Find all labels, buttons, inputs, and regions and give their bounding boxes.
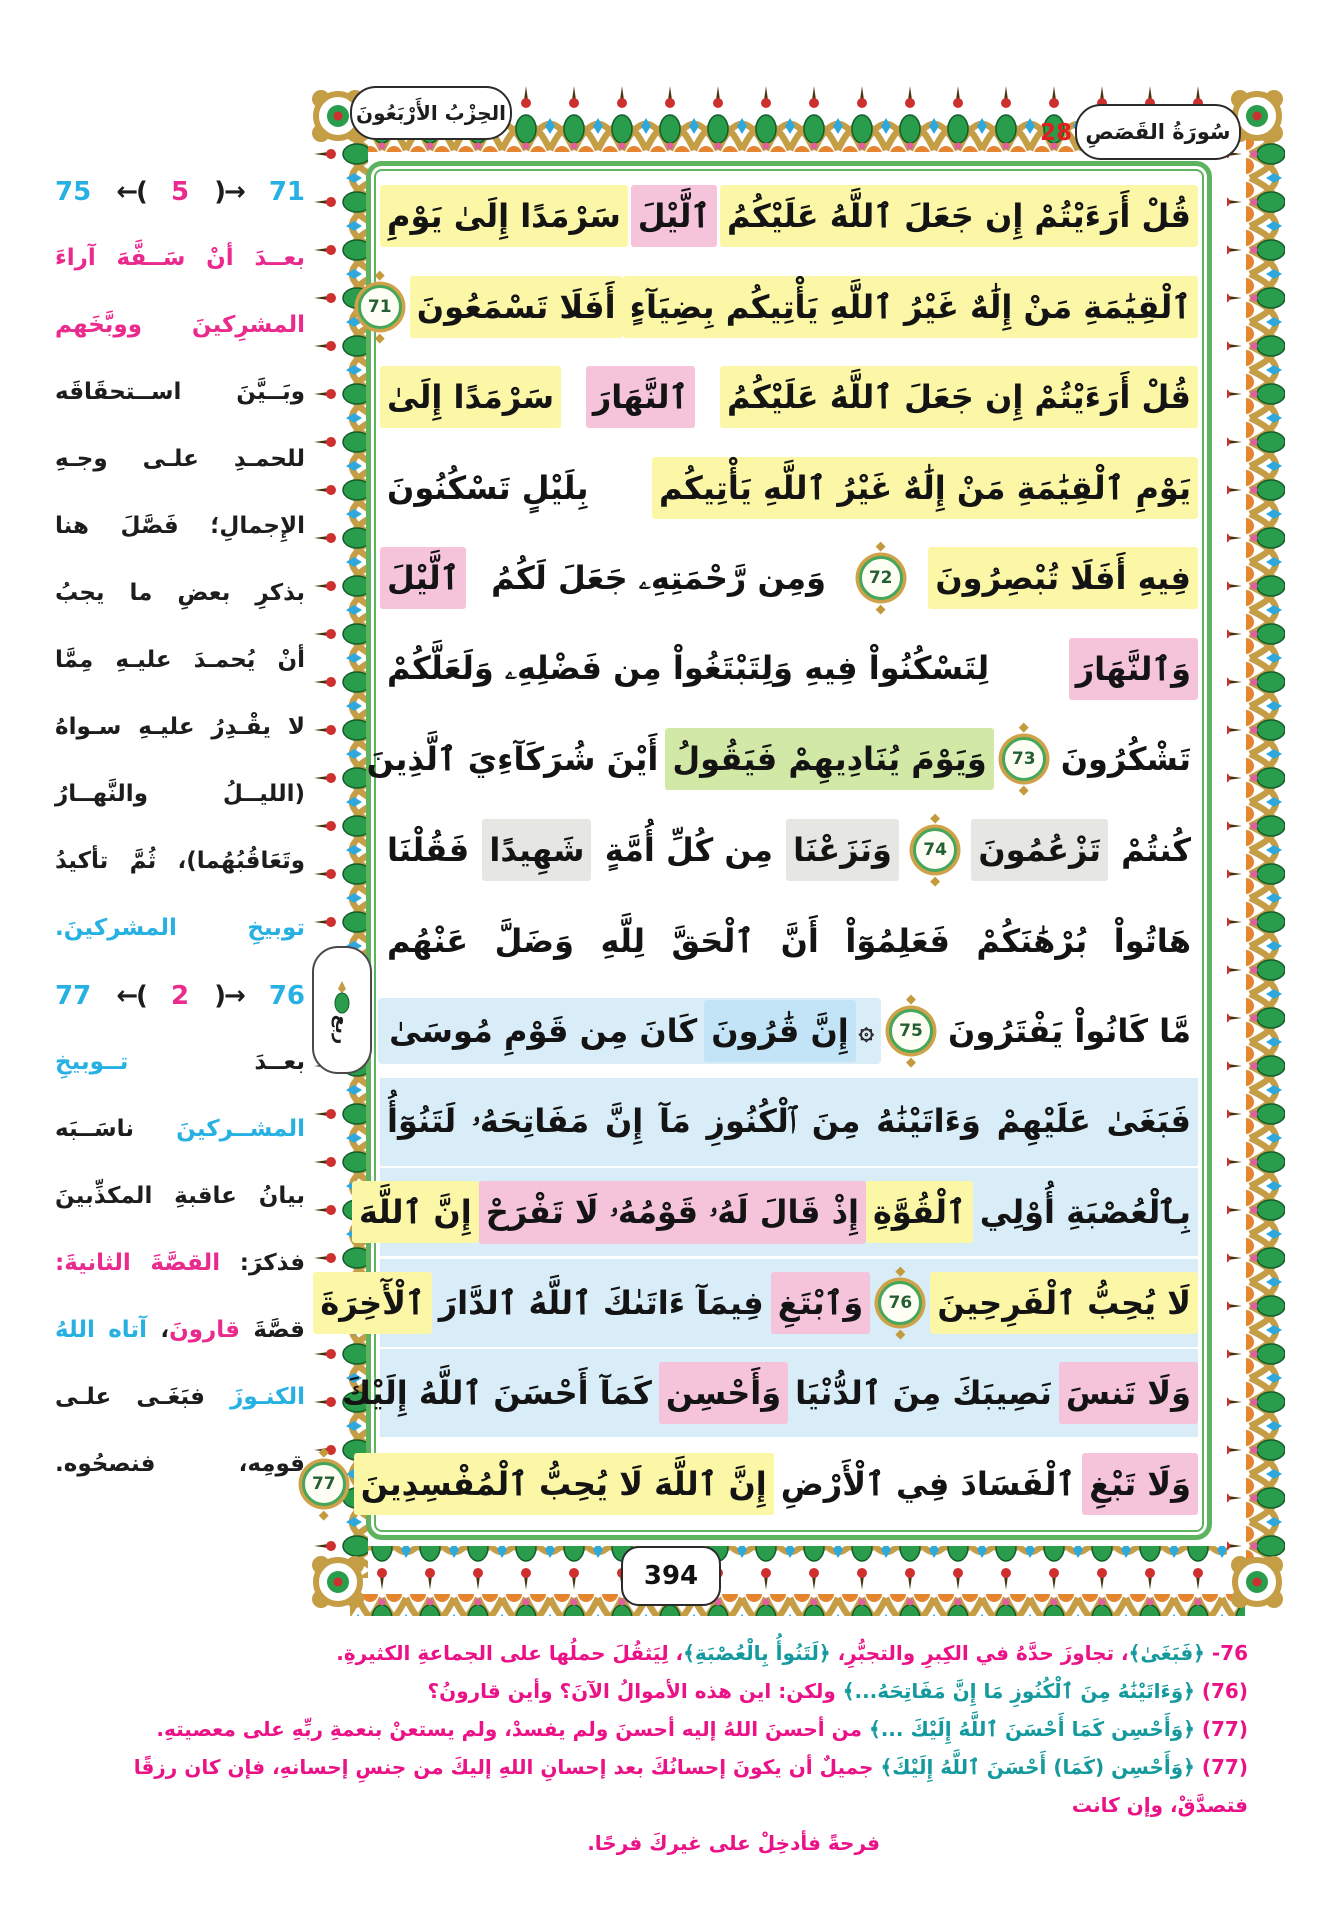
quran-text-segment: فِيهِ أَفَلَا تُبْصِرُونَ (928, 547, 1198, 609)
commentary-segment: قارونَ (169, 1317, 240, 1343)
surah-cartouche (1075, 104, 1241, 160)
quran-text-segment: لَا يُحِبُّ ٱلْفَرِحِينَ (930, 1272, 1198, 1334)
verse-marker-73: ◆ 73 ◆ (1002, 737, 1046, 781)
verse-marker-71: ◆ 71 ◆ (358, 285, 402, 329)
quran-text-segment: مَّا كَانُواْ يَفْتَرُونَ (948, 1012, 1191, 1051)
verse-marker-76: ◆ 76 ◆ (878, 1281, 922, 1325)
commentary-segment: فذكرَ: (220, 1250, 305, 1276)
verse-number: 77 (55, 980, 92, 1011)
quran-text-segment: تَشْكُرُونَ (1060, 740, 1191, 779)
commentary-segment: المشرِكينَ ووبَّخَهم (55, 312, 305, 338)
quran-line-6 (380, 625, 1198, 713)
arrow-icon: )→ (214, 980, 244, 1011)
quran-text-segment: إِنَّ ٱللَّهَ لَا يُحِبُّ ٱلْمُفْسِدِينَ (354, 1453, 774, 1515)
commentary-segment: تــوبيخِ (55, 1049, 129, 1075)
commentary-segment: بعــدَ (128, 1049, 305, 1075)
hizb-label: الحِزْبُ الأَرْبَعُونَ (356, 101, 506, 125)
quran-text-segment: فَبَغَىٰ عَلَيْهِمْ وَءَاتَيْنَٰهُ مِنَ ٱلْكُنُوزِ مَآ إِنَّ مَفَاتِحَهُۥ لَتَنُوٓأُ (387, 1102, 1191, 1141)
quran-line-11 (380, 1078, 1198, 1166)
quran-text-segment: أَيْنَ شُرَكَآءِيَ ٱلَّذِينَ (366, 740, 659, 779)
commentary-segment: لا يقْـدِرُ عليـهِ سـواهُ (55, 714, 305, 740)
commentary-segment: (الليــلُ والنَّهــارُ (55, 781, 305, 807)
commentary-segment: ، (146, 1317, 170, 1343)
commentary-line (55, 426, 305, 493)
commentary-segment: الإِجمالِ؛ فَصَّلَ هنا (55, 513, 305, 539)
quran-text-segment: إِذْ قَالَ لَهُۥ قَوْمُهُۥ لَا تَفْرَحْ (479, 1181, 866, 1244)
surah-number: 28 (1040, 120, 1073, 146)
quran-line-15 (311, 1440, 1198, 1528)
quran-line-5 (380, 534, 1198, 622)
footnote-quran-quote: ﴿وَءَاتَيْنَٰهُ مِنَ ٱلْكُنُوزِ مَا إِنَّ مَفَاتِحَهُ...﴾ (842, 1679, 1195, 1703)
quran-text-segment: بِلَيْلٍ تَسْكُنُونَ (387, 468, 589, 507)
footnote-quran-quote: ﴿وَأَحْسِن كَمَا أَحْسَنَ ٱللَّهُ إِلَيْكَ ...﴾ (868, 1717, 1195, 1741)
commentary-line (55, 694, 305, 761)
footnote-line (70, 1748, 1248, 1824)
surah-label: سُورَةُ القَصَصِ (1085, 120, 1231, 144)
quran-text-segment: إِنَّ قَٰرُونَ (704, 1000, 855, 1062)
quran-text-segment: ٱلَّيْلَ (631, 185, 717, 247)
quran-text-segment: وَٱلنَّهَارَ (1069, 638, 1198, 700)
quran-text-segment: بِٱلْعُصْبَةِ أُوْلِي (979, 1193, 1191, 1232)
commentary-line (55, 1431, 305, 1498)
footnote-text: (77) (1194, 1717, 1248, 1741)
quran-text-segment: إِنَّ ٱللَّهَ (352, 1181, 479, 1243)
commentary-segment: فبَغَـى علـى (55, 1384, 205, 1410)
quran-line-1 (380, 172, 1198, 260)
verse-marker-77: ◆ 77 ◆ (302, 1462, 346, 1506)
footnote-quran-quote: ﴿فَبَغَىٰ﴾ (1128, 1641, 1205, 1665)
hizb-cartouche (350, 86, 512, 140)
quran-text-segment: قُلْ أَرَءَيْتُمْ إِن جَعَلَ ٱللَّهُ عَلَيْكُمُ (720, 366, 1198, 428)
quran-line-13 (320, 1259, 1198, 1347)
footnote-line (70, 1634, 1248, 1672)
verse-number: 5 (170, 176, 190, 207)
quran-line-7 (366, 715, 1198, 803)
commentary-line (55, 1163, 305, 1230)
quran-line-14 (341, 1349, 1198, 1437)
commentary-line (55, 560, 305, 627)
verse-number: 75 (55, 176, 92, 207)
footnote-text: فرحةً فأدخِلْ على غيركَ فرحًا. (587, 1831, 880, 1855)
verse-range-indicator (55, 158, 305, 225)
quran-text-segment: وَلَا تَبْغِ (1082, 1453, 1198, 1515)
quran-line-2 (367, 263, 1198, 351)
footnote-text: ، تجاوزَ حدَّهُ في الكِبرِ والتجبُّرِ، (830, 1641, 1129, 1665)
commentary-segment: بيانُ عاقبةِ المكذِّبينَ (55, 1183, 305, 1209)
verse-marker-74: ◆ 74 ◆ (913, 828, 957, 872)
quran-text-segment: وَنَزَعْنَا (786, 819, 899, 881)
footnote-text: من أحسنَ اللهُ إليه أحسنَ ولم يفسدْ، ولم يستعنْ بنعمةِ ربِّهِ على معصيتهِ. (156, 1717, 869, 1741)
rub-ornament-icon (329, 981, 355, 1015)
footnote-line (70, 1710, 1248, 1748)
quran-text-segment: نَصِيبَكَ مِنَ ٱلدُّنْيَا (795, 1374, 1052, 1413)
page-number: 394 (643, 1561, 699, 1591)
quran-text-segment: قُلْ أَرَءَيْتُمْ إِن جَعَلَ ٱللَّهُ عَلَيْكُمُ (720, 185, 1198, 247)
commentary-segment: آتاه اللهُ (55, 1317, 147, 1343)
quran-text-segment: فِيمَآ ءَاتَىٰكَ ٱللَّهُ ٱلدَّارَ (438, 1283, 764, 1322)
commentary-segment: بعــدَ أنْ سَــفَّهَ آراءَ (55, 245, 305, 271)
arrow-icon: ←( (116, 176, 146, 207)
quran-text-segment: وَأَحْسِن (659, 1362, 788, 1424)
verse-number: 2 (170, 980, 190, 1011)
quran-text-segment: فَقُلْنَا (387, 830, 470, 869)
commentary-line (55, 1297, 305, 1364)
commentary-segment: الكنـوزَ (204, 1384, 305, 1410)
quran-text-segment: يَوْمِ ٱلْقِيَٰمَةِ مَنْ إِلَٰهٌ غَيْرُ ٱللَّهِ يَأْتِيكُم (652, 457, 1198, 519)
rub-el-hizb-star-icon: ۞ (858, 1016, 874, 1047)
commentary-line (55, 828, 305, 895)
quran-text-segment: ٱلْقُوَّةِ (866, 1181, 973, 1243)
commentary-segment: قومِه، فنصحُوه. (55, 1451, 305, 1477)
commentary-line (55, 359, 305, 426)
arrow-icon: ←( (116, 980, 146, 1011)
quran-text-segment: سَرْمَدًا إِلَىٰ (380, 366, 561, 428)
verse-marker-72: ◆ 72 ◆ (859, 556, 903, 600)
verse-marker-75: ◆ 75 ◆ (889, 1009, 933, 1053)
quran-text-segment: تَزْعُمُونَ (971, 819, 1108, 881)
quran-text-segment: شَهِيدًا (482, 819, 591, 881)
rub-marker-label: ربع (331, 1014, 353, 1044)
quran-text-segment: سَرْمَدًا إِلَىٰ يَوْمِ (380, 185, 628, 247)
commentary-line (55, 1029, 305, 1096)
quran-text-segment: ٱلْقِيَٰمَةِ مَنْ إِلَٰهٌ غَيْرُ ٱللَّهِ يَأْتِيكُم بِضِيَآءٍ (623, 276, 1198, 338)
qarun-story-blue-region (378, 998, 881, 1064)
commentary-line (55, 1364, 305, 1431)
commentary-line (55, 1230, 305, 1297)
quran-text-segment: هَاتُواْ بُرْهَٰنَكُمْ فَعَلِمُوٓاْ أَنَّ ٱلْحَقَّ لِلَّهِ وَضَلَّ عَنْهُم (387, 921, 1191, 960)
quran-text-segment: كُنتُمْ (1121, 830, 1191, 869)
quran-text-segment: كَمَآ أَحْسَنَ ٱللَّهُ إِلَيْكَ (341, 1374, 652, 1413)
commentary-segment: أنْ يُحمـدَ عليـهِ مِمَّا (55, 647, 305, 673)
quran-text-segment: ٱلْأٓخِرَةَ (313, 1272, 431, 1334)
quran-line-8 (380, 806, 1198, 894)
quran-text-segment: ٱلْفَسَادَ فِي ٱلْأَرْضِ (780, 1464, 1076, 1503)
commentary-line (55, 895, 305, 962)
quran-line-12 (359, 1168, 1198, 1256)
footnote-quran-quote: ﴿وَأَحْسِن (كَمَا) أَحْسَنَ ٱللَّهُ إِلَيْكَ﴾ (880, 1755, 1195, 1779)
quran-text-segment: أَفَلَا تَسْمَعُونَ (410, 276, 623, 338)
quran-text-segment: وَٱبْتَغِ (771, 1272, 871, 1334)
commentary-line (55, 493, 305, 560)
footnote-text: جميلٌ أن يكونَ إحسانُكَ بعد إحسانِ اللهِ إليكَ من جنسِ إحسانهِ، فإن كان رزقًا فتصدَّقْ، وإن كانت (133, 1755, 1248, 1817)
footnote-line (70, 1824, 1248, 1862)
quran-line-3 (380, 353, 1198, 441)
page-number-plaque (621, 1546, 721, 1606)
quran-text-segment: كَانَ مِن قَوْمِ مُوسَىٰ (389, 1012, 698, 1051)
quran-line-10 (380, 987, 1198, 1075)
quran-line-9 (380, 897, 1198, 985)
footnote-text: ولكن: اين هذه الأموالُ الآنَ؟ وأين قارونُ؟ (427, 1679, 843, 1703)
arrow-icon: )→ (214, 176, 244, 207)
footnote-text: (76) (1194, 1679, 1248, 1703)
quran-text-segment: وَلَا تَنسَ (1059, 1362, 1198, 1424)
footnote-text: (77) (1194, 1755, 1248, 1779)
quran-text-segment: وَمِن رَّحْمَتِهِۦ جَعَلَ لَكُمُ (491, 558, 826, 597)
tafsir-sidebar (55, 158, 305, 1498)
commentary-segment: وتَعَاقُبُهُما)، ثُمَّ تأكيدُ (55, 848, 305, 874)
commentary-segment: للحمـدِ علـى وجـهِ (55, 446, 305, 472)
commentary-line (55, 627, 305, 694)
sidebar-lines (55, 158, 305, 1498)
footnotes (70, 1634, 1248, 1862)
footnote-text: ، لِيَثقُلَ حملُها على الجماعةِ الكثيرةِ. (336, 1641, 684, 1665)
quran-text-segment: لِتَسْكُنُواْ فِيهِ وَلِتَبْتَغُواْ مِن فَضْلِهِۦ وَلَعَلَّكُمْ (387, 649, 990, 688)
footnote-line (70, 1672, 1248, 1710)
commentary-segment: ناسَــبَه (55, 1116, 134, 1142)
commentary-line (55, 225, 305, 292)
quran-text-segment: ٱلنَّهَارَ (586, 366, 695, 428)
commentary-line (55, 1096, 305, 1163)
commentary-segment: قصَّةَ (239, 1317, 305, 1343)
commentary-segment: القصَّةَ الثانيةَ: (55, 1250, 221, 1276)
rub-marker-cartouche (312, 946, 372, 1074)
commentary-line (55, 292, 305, 359)
commentary-segment: توبيخِ المشركينَ. (55, 915, 305, 941)
commentary-line (55, 761, 305, 828)
commentary-segment: بذكرِ بعضِ ما يجبُ (55, 580, 305, 606)
verse-number: 76 (268, 980, 305, 1011)
commentary-segment: وبَــيَّنَ اســتحقَاقَه (55, 379, 305, 405)
footnote-quran-quote: ﴿لَتَنُوأُ بِالْعُصْبَةِ﴾ (683, 1641, 831, 1665)
verse-range-indicator (55, 962, 305, 1029)
quran-text-segment: مِن كُلِّ أُمَّةٍ (604, 830, 773, 869)
quran-text-segment: ٱلَّيْلَ (380, 547, 466, 609)
footnote-text: 76- (1204, 1641, 1248, 1665)
verse-number: 71 (268, 176, 305, 207)
quran-line-4 (380, 444, 1198, 532)
quran-text-segment: وَيَوْمَ يُنَادِيهِمْ فَيَقُولُ (665, 728, 993, 790)
commentary-segment: المشــركينَ (133, 1116, 305, 1142)
